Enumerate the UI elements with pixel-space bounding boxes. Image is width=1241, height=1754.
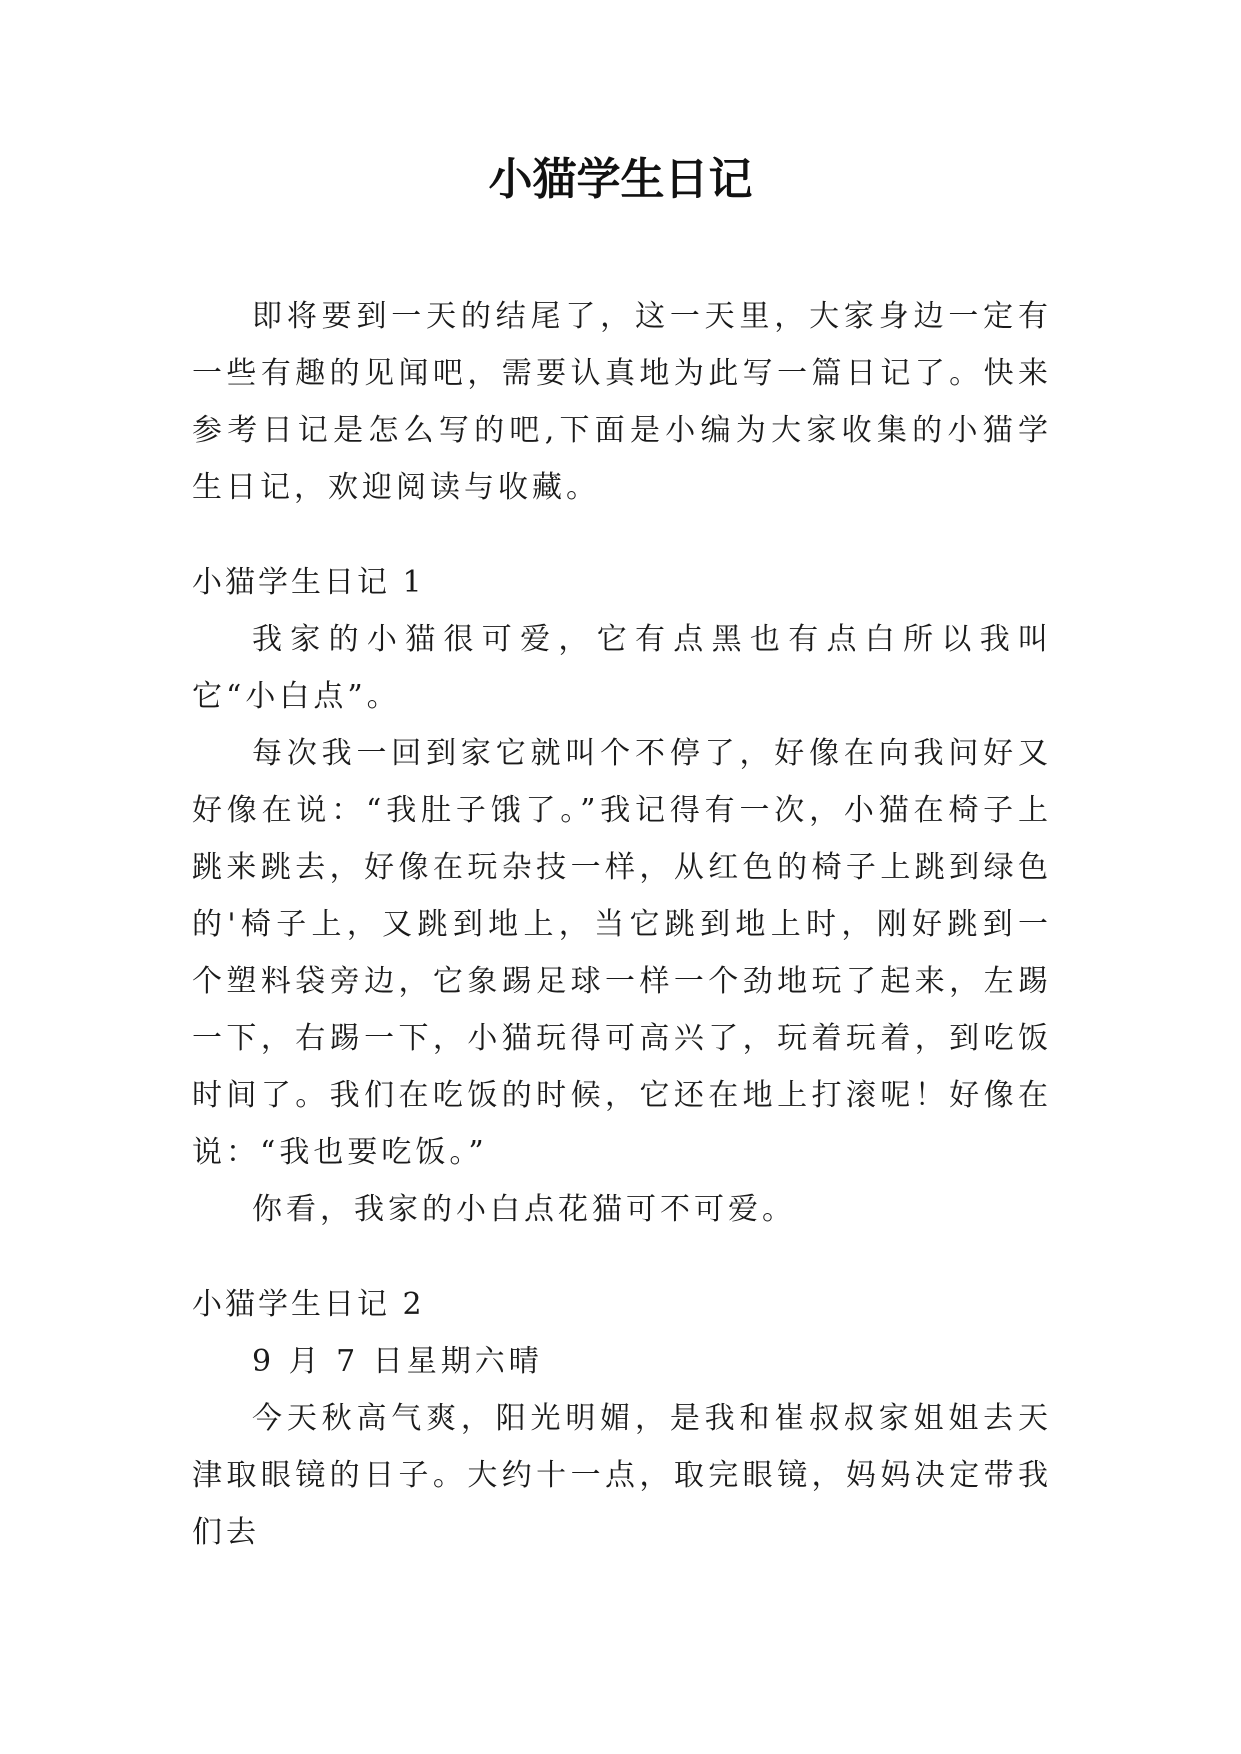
section-1-paragraph-1: 我家的小猫很可爱，它有点黑也有点白所以我叫它“小白点”。 — [192, 622, 1052, 714]
section-1-paragraph-3: 你看，我家的小白点花猫可不可爱。 — [252, 1192, 796, 1227]
section-spacer — [192, 516, 1052, 554]
intro-paragraph: 即将要到一天的结尾了，这一天里，大家身边一定有一些有趣的见闻吧，需要认真地为此写一篇日记了。快来参考日记是怎么写的吧,下面是小编为大家收集的小猫学生日记，欢迎阅读与收藏。 — [192, 299, 1052, 505]
document-title: 小猫学生日记 — [488, 154, 753, 205]
section-heading-1: 小猫学生日记 1 — [192, 565, 425, 600]
section-heading-2: 小猫学生日记 2 — [192, 1287, 425, 1322]
section-1-paragraph-2: 每次我一回到家它就叫个不停了，好像在向我问好又好像在说：“我肚子饿了。”我记得有一次，小猫在椅子上跳来跳去，好像在玩杂技一样，从红色的椅子上跳到绿色的'椅子上，又跳到地上，当它跳到地上时，刚好跳到一个塑料袋旁边，它象踢足球一样一个劲地玩了起来，左踢一下，右踢一下，小猫玩得可高兴了，玩着玩着，到吃饭时间了。我们在吃饭的时候，它还在地上打滚呢！好像在说：“我也要吃饭。” — [192, 736, 1052, 1170]
section-2-paragraph-1: 今天秋高气爽，阳光明媚，是我和崔叔叔家姐姐去天津取眼镜的日子。大约十一点，取完眼镜，妈妈决定带我们去 — [192, 1401, 1052, 1550]
section-2-date-line: 9 月 7 日星期六晴 — [252, 1344, 543, 1379]
document-body — [192, 288, 1052, 1561]
section-spacer — [192, 1238, 1052, 1276]
